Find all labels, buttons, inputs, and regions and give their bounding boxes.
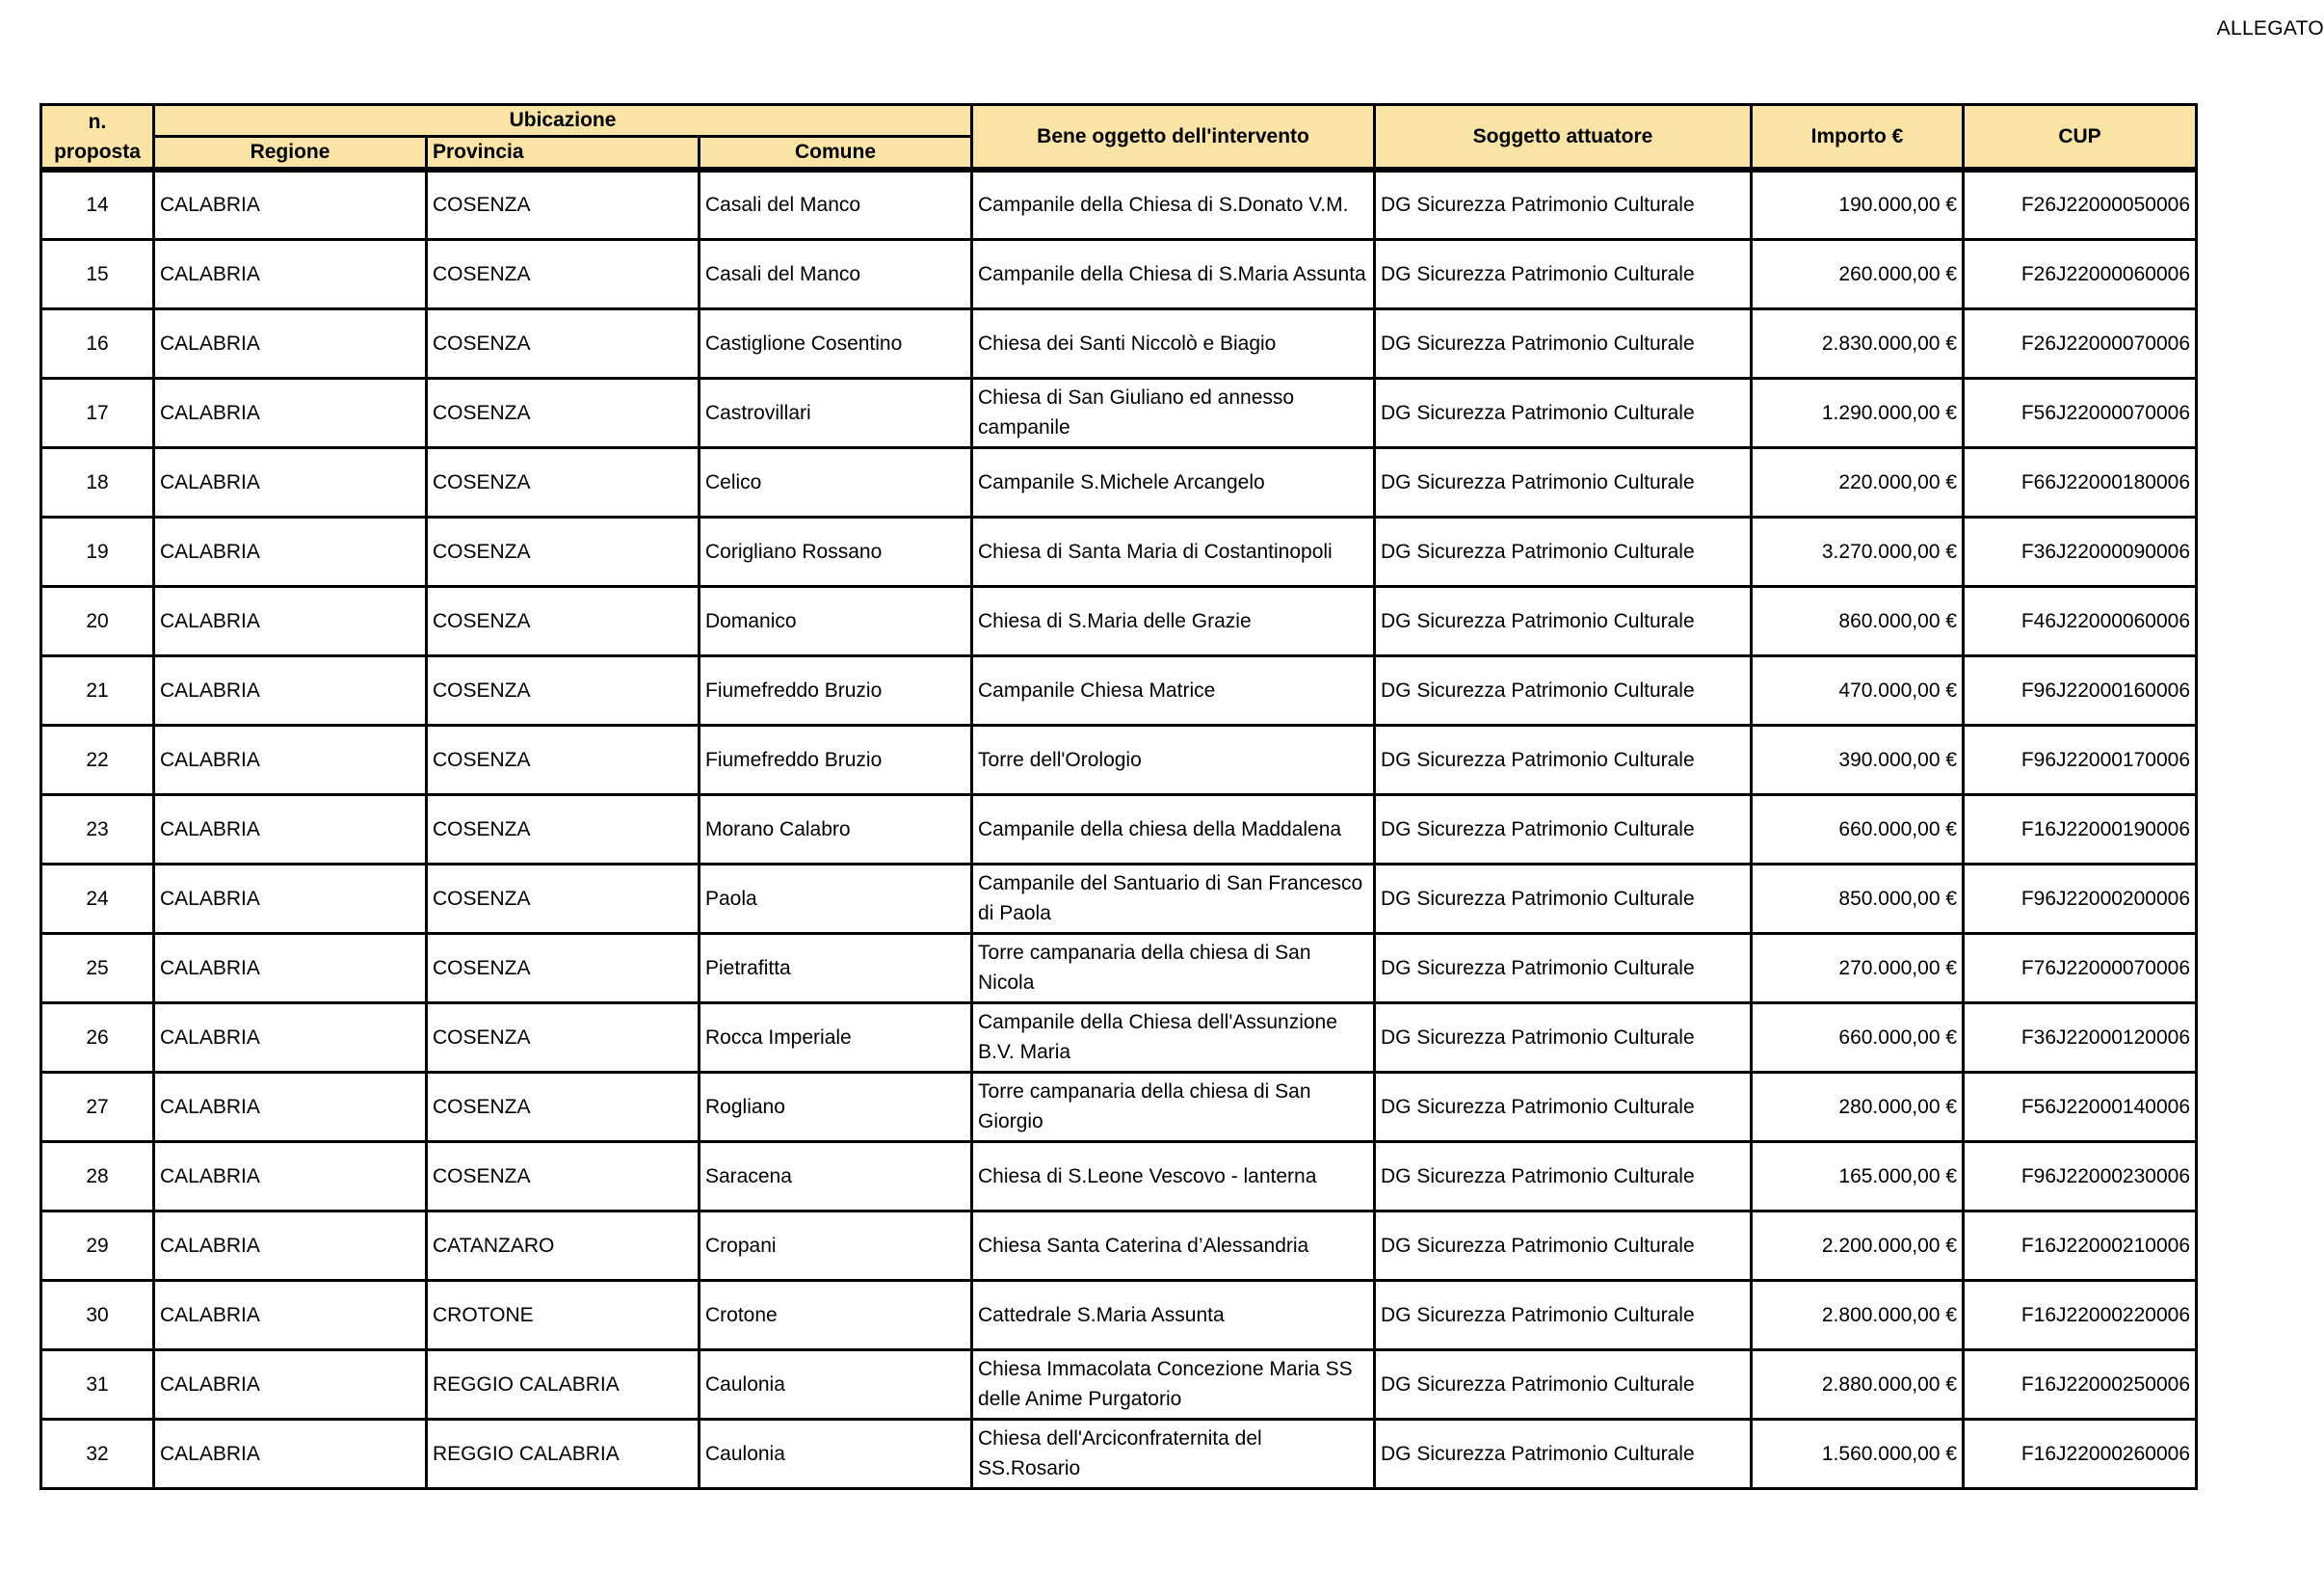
cell-cup: F96J22000230006 bbox=[1964, 1141, 2197, 1211]
cell-regione: CALABRIA bbox=[154, 1419, 427, 1488]
cell-provincia: COSENZA bbox=[427, 1002, 700, 1072]
cell-bene: Campanile della Chiesa dell'Assunzione B.V. Maria bbox=[972, 1002, 1375, 1072]
cell-regione: CALABRIA bbox=[154, 1141, 427, 1211]
cell-regione: CALABRIA bbox=[154, 864, 427, 933]
cell-comune: Domanico bbox=[700, 586, 972, 655]
col-header-regione: Regione bbox=[154, 137, 427, 171]
cell-provincia: COSENZA bbox=[427, 1072, 700, 1141]
cell-bene: Chiesa di San Giuliano ed annesso campanile bbox=[972, 378, 1375, 447]
cell-n: 18 bbox=[41, 447, 154, 517]
cell-cup: F26J22000070006 bbox=[1964, 308, 2197, 378]
cell-regione: CALABRIA bbox=[154, 1002, 427, 1072]
cell-cup: F16J22000250006 bbox=[1964, 1349, 2197, 1419]
cell-soggetto: DG Sicurezza Patrimonio Culturale bbox=[1375, 170, 1752, 239]
cell-soggetto: DG Sicurezza Patrimonio Culturale bbox=[1375, 794, 1752, 864]
cell-soggetto: DG Sicurezza Patrimonio Culturale bbox=[1375, 1280, 1752, 1349]
cell-importo: 1.290.000,00 € bbox=[1752, 378, 1964, 447]
cell-n: 20 bbox=[41, 586, 154, 655]
cell-cup: F36J22000090006 bbox=[1964, 517, 2197, 586]
cell-comune: Casali del Manco bbox=[700, 239, 972, 308]
cell-comune: Corigliano Rossano bbox=[700, 517, 972, 586]
cell-comune: Castrovillari bbox=[700, 378, 972, 447]
col-header-n-proposta: n. proposta bbox=[41, 105, 154, 171]
cell-cup: F96J22000200006 bbox=[1964, 864, 2197, 933]
cell-n: 29 bbox=[41, 1211, 154, 1280]
cell-comune: Caulonia bbox=[700, 1419, 972, 1488]
cell-bene: Chiesa Immacolata Concezione Maria SS delle Anime Purgatorio bbox=[972, 1349, 1375, 1419]
cell-n: 22 bbox=[41, 725, 154, 794]
cell-comune: Paola bbox=[700, 864, 972, 933]
cell-importo: 2.800.000,00 € bbox=[1752, 1280, 1964, 1349]
cell-soggetto: DG Sicurezza Patrimonio Culturale bbox=[1375, 447, 1752, 517]
cell-n: 25 bbox=[41, 933, 154, 1002]
cell-provincia: COSENZA bbox=[427, 239, 700, 308]
cell-provincia: COSENZA bbox=[427, 170, 700, 239]
table-row bbox=[41, 864, 2197, 933]
cell-bene: Chiesa dei Santi Niccolò e Biagio bbox=[972, 308, 1375, 378]
cell-provincia: COSENZA bbox=[427, 517, 700, 586]
cell-regione: CALABRIA bbox=[154, 447, 427, 517]
cell-bene: Torre dell'Orologio bbox=[972, 725, 1375, 794]
cell-provincia: REGGIO CALABRIA bbox=[427, 1349, 700, 1419]
cell-bene: Chiesa di S.Maria delle Grazie bbox=[972, 586, 1375, 655]
table-row bbox=[41, 170, 2197, 239]
cell-regione: CALABRIA bbox=[154, 586, 427, 655]
cell-bene: Campanile Chiesa Matrice bbox=[972, 655, 1375, 725]
cell-n: 17 bbox=[41, 378, 154, 447]
table-row bbox=[41, 378, 2197, 447]
cell-soggetto: DG Sicurezza Patrimonio Culturale bbox=[1375, 1419, 1752, 1488]
cell-comune: Morano Calabro bbox=[700, 794, 972, 864]
cell-bene: Torre campanaria della chiesa di San Nicola bbox=[972, 933, 1375, 1002]
cell-n: 24 bbox=[41, 864, 154, 933]
cell-regione: CALABRIA bbox=[154, 1072, 427, 1141]
cell-bene: Chiesa di S.Leone Vescovo - lanterna bbox=[972, 1141, 1375, 1211]
cell-provincia: COSENZA bbox=[427, 308, 700, 378]
cell-provincia: COSENZA bbox=[427, 378, 700, 447]
cell-n: 21 bbox=[41, 655, 154, 725]
cell-importo: 2.880.000,00 € bbox=[1752, 1349, 1964, 1419]
cell-cup: F56J22000140006 bbox=[1964, 1072, 2197, 1141]
cell-provincia: COSENZA bbox=[427, 864, 700, 933]
cell-provincia: REGGIO CALABRIA bbox=[427, 1419, 700, 1488]
cell-provincia: COSENZA bbox=[427, 725, 700, 794]
cell-bene: Chiesa dell'Arciconfraternita del SS.Rosario bbox=[972, 1419, 1375, 1488]
cell-importo: 190.000,00 € bbox=[1752, 170, 1964, 239]
cell-regione: CALABRIA bbox=[154, 1280, 427, 1349]
cell-soggetto: DG Sicurezza Patrimonio Culturale bbox=[1375, 1072, 1752, 1141]
cell-importo: 3.270.000,00 € bbox=[1752, 517, 1964, 586]
cell-soggetto: DG Sicurezza Patrimonio Culturale bbox=[1375, 517, 1752, 586]
cell-regione: CALABRIA bbox=[154, 794, 427, 864]
cell-n: 28 bbox=[41, 1141, 154, 1211]
table-row bbox=[41, 447, 2197, 517]
table-row bbox=[41, 1211, 2197, 1280]
cell-bene: Campanile del Santuario di San Francesco di Paola bbox=[972, 864, 1375, 933]
cell-n: 14 bbox=[41, 170, 154, 239]
cell-soggetto: DG Sicurezza Patrimonio Culturale bbox=[1375, 725, 1752, 794]
col-header-provincia: Provincia bbox=[427, 137, 700, 171]
header-row bbox=[41, 105, 2197, 137]
cell-regione: CALABRIA bbox=[154, 1211, 427, 1280]
cell-regione: CALABRIA bbox=[154, 170, 427, 239]
cell-cup: F26J22000050006 bbox=[1964, 170, 2197, 239]
cell-comune: Fiumefreddo Bruzio bbox=[700, 725, 972, 794]
cell-soggetto: DG Sicurezza Patrimonio Culturale bbox=[1375, 864, 1752, 933]
cell-importo: 280.000,00 € bbox=[1752, 1072, 1964, 1141]
table-row bbox=[41, 1002, 2197, 1072]
cell-bene: Campanile della Chiesa di S.Donato V.M. bbox=[972, 170, 1375, 239]
cell-bene: Campanile S.Michele Arcangelo bbox=[972, 447, 1375, 517]
cell-regione: CALABRIA bbox=[154, 725, 427, 794]
cell-cup: F36J22000120006 bbox=[1964, 1002, 2197, 1072]
cell-soggetto: DG Sicurezza Patrimonio Culturale bbox=[1375, 933, 1752, 1002]
col-header-ubicazione: Ubicazione bbox=[154, 105, 972, 137]
cell-regione: CALABRIA bbox=[154, 655, 427, 725]
cell-comune: Crotone bbox=[700, 1280, 972, 1349]
cell-comune: Rogliano bbox=[700, 1072, 972, 1141]
cell-bene: Torre campanaria della chiesa di San Giorgio bbox=[972, 1072, 1375, 1141]
cell-provincia: CROTONE bbox=[427, 1280, 700, 1349]
cell-comune: Pietrafitta bbox=[700, 933, 972, 1002]
cell-cup: F26J22000060006 bbox=[1964, 239, 2197, 308]
cell-n: 30 bbox=[41, 1280, 154, 1349]
cell-cup: F16J22000190006 bbox=[1964, 794, 2197, 864]
cell-importo: 660.000,00 € bbox=[1752, 794, 1964, 864]
cell-n: 31 bbox=[41, 1349, 154, 1419]
cell-comune: Cropani bbox=[700, 1211, 972, 1280]
cell-importo: 660.000,00 € bbox=[1752, 1002, 1964, 1072]
cell-importo: 2.200.000,00 € bbox=[1752, 1211, 1964, 1280]
cell-provincia: COSENZA bbox=[427, 933, 700, 1002]
cell-provincia: COSENZA bbox=[427, 1141, 700, 1211]
cell-soggetto: DG Sicurezza Patrimonio Culturale bbox=[1375, 1141, 1752, 1211]
table-row bbox=[41, 1349, 2197, 1419]
cell-importo: 270.000,00 € bbox=[1752, 933, 1964, 1002]
table-row bbox=[41, 1072, 2197, 1141]
cell-importo: 1.560.000,00 € bbox=[1752, 1419, 1964, 1488]
allegato-label: ALLEGATO bbox=[2216, 17, 2324, 40]
cell-comune: Rocca Imperiale bbox=[700, 1002, 972, 1072]
cell-importo: 260.000,00 € bbox=[1752, 239, 1964, 308]
cell-provincia: COSENZA bbox=[427, 794, 700, 864]
cell-n: 27 bbox=[41, 1072, 154, 1141]
cell-bene: Chiesa Santa Caterina d’Alessandria bbox=[972, 1211, 1375, 1280]
cell-n: 26 bbox=[41, 1002, 154, 1072]
table-row bbox=[41, 933, 2197, 1002]
cell-n: 19 bbox=[41, 517, 154, 586]
cell-n: 23 bbox=[41, 794, 154, 864]
table-row bbox=[41, 586, 2197, 655]
table-row bbox=[41, 655, 2197, 725]
cell-cup: F16J22000220006 bbox=[1964, 1280, 2197, 1349]
cell-provincia: COSENZA bbox=[427, 447, 700, 517]
cell-comune: Castiglione Cosentino bbox=[700, 308, 972, 378]
cell-soggetto: DG Sicurezza Patrimonio Culturale bbox=[1375, 378, 1752, 447]
cell-soggetto: DG Sicurezza Patrimonio Culturale bbox=[1375, 1349, 1752, 1419]
cell-soggetto: DG Sicurezza Patrimonio Culturale bbox=[1375, 586, 1752, 655]
cell-cup: F66J22000180006 bbox=[1964, 447, 2197, 517]
cell-cup: F16J22000210006 bbox=[1964, 1211, 2197, 1280]
cell-cup: F16J22000260006 bbox=[1964, 1419, 2197, 1488]
table-row bbox=[41, 517, 2197, 586]
cell-n: 16 bbox=[41, 308, 154, 378]
col-header-bene: Bene oggetto dell'intervento bbox=[972, 105, 1375, 171]
col-header-importo: Importo € bbox=[1752, 105, 1964, 171]
cell-n: 15 bbox=[41, 239, 154, 308]
table-row bbox=[41, 308, 2197, 378]
cell-cup: F56J22000070006 bbox=[1964, 378, 2197, 447]
table-body bbox=[41, 170, 2197, 1488]
cell-comune: Saracena bbox=[700, 1141, 972, 1211]
cell-provincia: CATANZARO bbox=[427, 1211, 700, 1280]
table-row bbox=[41, 794, 2197, 864]
col-header-comune: Comune bbox=[700, 137, 972, 171]
table-row bbox=[41, 1141, 2197, 1211]
cell-bene: Campanile della chiesa della Maddalena bbox=[972, 794, 1375, 864]
col-header-cup: CUP bbox=[1964, 105, 2197, 171]
cell-comune: Fiumefreddo Bruzio bbox=[700, 655, 972, 725]
cell-soggetto: DG Sicurezza Patrimonio Culturale bbox=[1375, 308, 1752, 378]
cell-comune: Celico bbox=[700, 447, 972, 517]
interventions-table bbox=[40, 103, 2198, 1490]
cell-soggetto: DG Sicurezza Patrimonio Culturale bbox=[1375, 1002, 1752, 1072]
cell-importo: 390.000,00 € bbox=[1752, 725, 1964, 794]
cell-importo: 2.830.000,00 € bbox=[1752, 308, 1964, 378]
cell-bene: Cattedrale S.Maria Assunta bbox=[972, 1280, 1375, 1349]
cell-cup: F46J22000060006 bbox=[1964, 586, 2197, 655]
cell-provincia: COSENZA bbox=[427, 655, 700, 725]
cell-soggetto: DG Sicurezza Patrimonio Culturale bbox=[1375, 239, 1752, 308]
cell-provincia: COSENZA bbox=[427, 586, 700, 655]
cell-comune: Caulonia bbox=[700, 1349, 972, 1419]
cell-bene: Chiesa di Santa Maria di Costantinopoli bbox=[972, 517, 1375, 586]
cell-regione: CALABRIA bbox=[154, 1349, 427, 1419]
cell-cup: F96J22000160006 bbox=[1964, 655, 2197, 725]
cell-regione: CALABRIA bbox=[154, 378, 427, 447]
cell-cup: F96J22000170006 bbox=[1964, 725, 2197, 794]
cell-regione: CALABRIA bbox=[154, 239, 427, 308]
cell-comune: Casali del Manco bbox=[700, 170, 972, 239]
cell-importo: 860.000,00 € bbox=[1752, 586, 1964, 655]
cell-importo: 220.000,00 € bbox=[1752, 447, 1964, 517]
table-row bbox=[41, 1280, 2197, 1349]
table-row bbox=[41, 725, 2197, 794]
col-header-soggetto: Soggetto attuatore bbox=[1375, 105, 1752, 171]
cell-soggetto: DG Sicurezza Patrimonio Culturale bbox=[1375, 1211, 1752, 1280]
cell-cup: F76J22000070006 bbox=[1964, 933, 2197, 1002]
cell-bene: Campanile della Chiesa di S.Maria Assunta bbox=[972, 239, 1375, 308]
table-row bbox=[41, 1419, 2197, 1488]
cell-regione: CALABRIA bbox=[154, 933, 427, 1002]
cell-importo: 470.000,00 € bbox=[1752, 655, 1964, 725]
cell-importo: 850.000,00 € bbox=[1752, 864, 1964, 933]
cell-n: 32 bbox=[41, 1419, 154, 1488]
cell-importo: 165.000,00 € bbox=[1752, 1141, 1964, 1211]
cell-soggetto: DG Sicurezza Patrimonio Culturale bbox=[1375, 655, 1752, 725]
cell-regione: CALABRIA bbox=[154, 517, 427, 586]
cell-regione: CALABRIA bbox=[154, 308, 427, 378]
table-row bbox=[41, 239, 2197, 308]
